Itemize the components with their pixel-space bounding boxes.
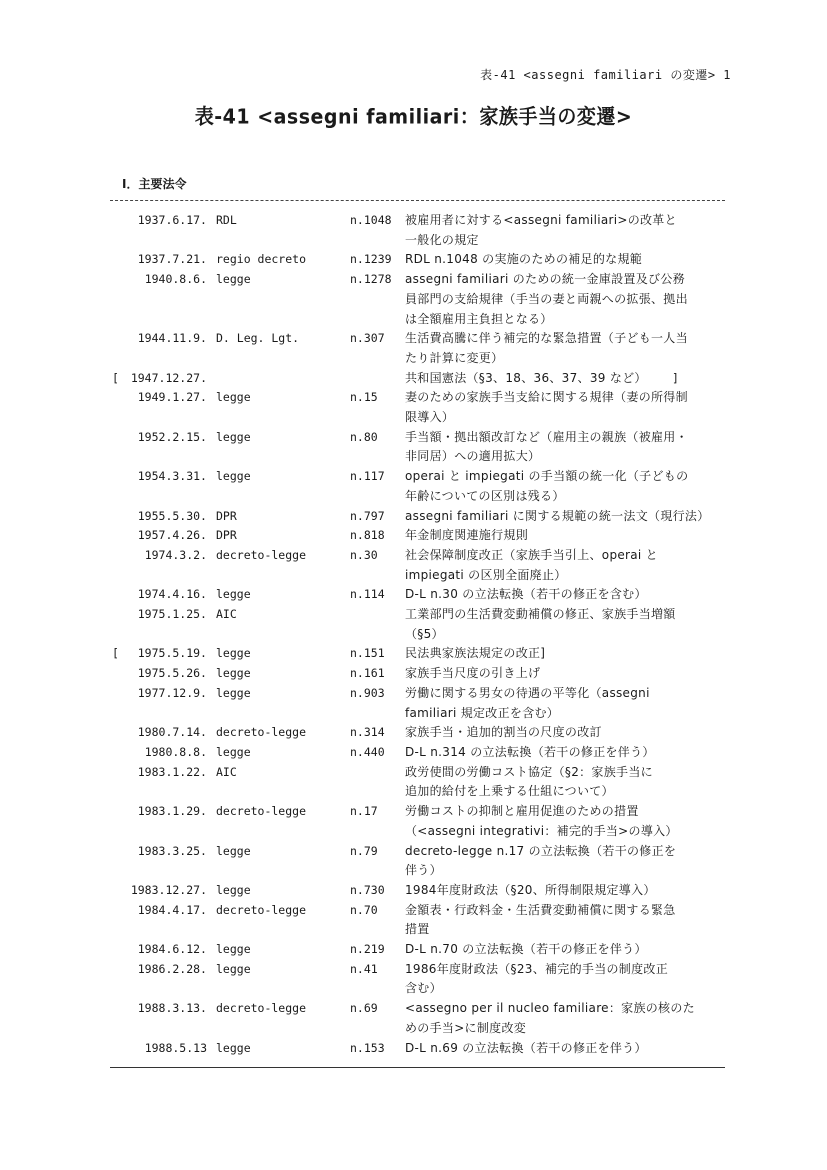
law-number: n.41	[350, 961, 378, 976]
law-number: n.70	[350, 902, 378, 917]
law-date: 1949.1.27.	[137, 390, 207, 405]
law-row	[0, 901, 827, 940]
law-description-line: D-L n.70 の立法転換（若干の修正を伴う）	[405, 942, 647, 957]
law-date: 1940.8.6.	[144, 272, 207, 287]
law-type: legge	[216, 961, 251, 976]
law-number: n.797	[350, 508, 385, 523]
law-description-line: operai と impiegati の手当額の統一化（子どもの	[405, 469, 689, 484]
law-description-line: 労働コストの抑制と雇用促進のための措置	[405, 804, 639, 819]
law-row	[0, 684, 827, 723]
law-type: D. Leg. Lgt.	[216, 331, 300, 346]
law-row	[0, 270, 827, 329]
law-row	[0, 743, 827, 763]
law-description-line: 妻のための家族手当支給に関する規律（妻の所得制	[405, 390, 688, 405]
law-date: 1974.4.16.	[137, 587, 207, 602]
law-date: 1983.1.29.	[137, 804, 207, 819]
law-row	[0, 546, 827, 585]
law-description-line: 措置	[405, 922, 430, 937]
law-row	[0, 802, 827, 841]
law-description-line: 限導入）	[405, 410, 455, 425]
law-number: n.219	[350, 942, 385, 957]
law-description-line: familiari 規定改正を含む）	[405, 705, 560, 720]
law-number: n.903	[350, 685, 385, 700]
law-row	[0, 329, 827, 368]
law-number: n.114	[350, 587, 385, 602]
law-description-line: 手当額・拠出額改訂など（雇用主の親族（被雇用・	[405, 429, 688, 444]
law-number: n.440	[350, 744, 385, 759]
law-type: legge	[216, 272, 251, 287]
law-number: n.15	[350, 390, 378, 405]
law-type: legge	[216, 646, 251, 661]
law-date: 1955.5.30.	[137, 508, 207, 523]
law-description-line: D-L n.30 の立法転換（若干の修正を含む）	[405, 587, 647, 602]
law-type: AIC	[216, 607, 237, 622]
law-description-line: decreto-legge n.17 の立法転換（若干の修正を	[405, 843, 677, 858]
law-row	[0, 842, 827, 881]
law-description-line: 含む）	[405, 981, 442, 996]
law-date: 1984.6.12.	[137, 942, 207, 957]
law-number: n.151	[350, 646, 385, 661]
law-row	[0, 250, 827, 270]
top-rule	[110, 200, 725, 201]
section-heading: I．主要法令	[122, 177, 187, 191]
law-row	[0, 960, 827, 999]
law-type: legge	[216, 882, 251, 897]
law-row	[0, 940, 827, 960]
law-type: legge	[216, 469, 251, 484]
law-number: n.730	[350, 882, 385, 897]
law-type: AIC	[216, 764, 237, 779]
law-description-line: 金額表・行政料金・生活費変動補償に関する緊急	[405, 902, 676, 917]
law-description-line: 被雇用者に対する<assegni familiari>の改革と	[405, 213, 677, 227]
law-date: 1937.6.17.	[137, 213, 207, 227]
law-date: 1988.3.13.	[137, 1001, 207, 1016]
law-type: legge	[216, 744, 251, 759]
law-type: regio decreto	[216, 252, 307, 267]
law-description-line: （<assegni integrativi：補完的手当>の導入）	[405, 823, 678, 838]
law-description-line: 政労使間の労働コスト協定（§2：家族手当に	[405, 764, 653, 779]
law-type: RDL	[216, 213, 237, 227]
law-date: 1954.3.31.	[137, 469, 207, 484]
law-description-line: （§5）	[405, 626, 444, 641]
law-row	[0, 369, 827, 389]
law-type: legge	[216, 587, 251, 602]
law-date: 1975.5.26.	[137, 666, 207, 681]
law-row	[0, 211, 827, 250]
law-date: 1983.12.27.	[130, 882, 207, 897]
law-number: n.79	[350, 843, 378, 858]
law-type: legge	[216, 666, 251, 681]
law-type: legge	[216, 429, 251, 444]
law-number: n.307	[350, 331, 385, 346]
law-description-line: 生活費高騰に伴う補完的な緊急措置（子ども一人当	[405, 331, 688, 346]
law-description-line: 伴う）	[405, 863, 442, 878]
law-description-line: D-L n.69 の立法転換（若干の修正を伴う）	[405, 1040, 647, 1055]
law-date: 1983.3.25.	[137, 843, 207, 858]
law-type: decreto-legge	[216, 547, 307, 562]
law-description-line: 家族手当尺度の引き上げ	[405, 666, 541, 681]
law-description-line: 年金制度関連施行規則	[405, 528, 529, 543]
law-number: n.314	[350, 725, 385, 740]
law-list	[0, 211, 827, 1058]
law-description-line: 民法典家族法規定の改正]	[405, 646, 546, 661]
page-title: 表-41 <assegni familiari：家族手当の変遷>	[194, 105, 633, 129]
open-bracket: [	[112, 646, 119, 661]
law-type: legge	[216, 390, 251, 405]
law-description-line: 員部門の支給規律（手当の妻と両親への拡張、拠出	[405, 291, 688, 306]
law-row	[0, 605, 827, 644]
law-description-line: RDL n.1048 の実施のための補足的な規範	[405, 252, 643, 267]
law-row	[0, 388, 827, 427]
law-description-line: 家族手当・追加的割当の尺度の改訂	[405, 725, 602, 740]
law-description-line: 共和国憲法（§3、18、36、37、39 など）	[405, 370, 647, 385]
law-number: n.1048	[350, 213, 392, 227]
open-bracket: [	[112, 370, 119, 385]
law-description-line: assegni familiari のための統一金庫設置及び公務	[405, 272, 685, 287]
bottom-rule	[110, 1067, 725, 1068]
law-row	[0, 644, 827, 664]
law-date: 1977.12.9.	[137, 685, 207, 700]
page-header: 表-41 <assegni familiari の変遷> 1	[480, 68, 731, 82]
law-date: 1980.8.8.	[144, 744, 207, 759]
law-type: decreto-legge	[216, 804, 307, 819]
law-type: legge	[216, 685, 251, 700]
law-number: n.17	[350, 804, 378, 819]
law-row	[0, 585, 827, 605]
law-date: 1984.4.17.	[137, 902, 207, 917]
law-description-line: 1986年度財政法（§23、補完的手当の制度改正	[405, 961, 669, 976]
law-date: 1974.3.2.	[144, 547, 207, 562]
law-description-line: 1984年度財政法（§20、所得制限規定導入）	[405, 882, 656, 897]
law-type: DPR	[216, 528, 237, 543]
law-date: 1983.1.22.	[137, 764, 207, 779]
law-date: 1957.4.26.	[137, 528, 207, 543]
law-description-line: 工業部門の生活費変動補償の修正、家族手当増額	[405, 607, 676, 622]
law-row	[0, 999, 827, 1038]
law-type: decreto-legge	[216, 902, 307, 917]
law-number: n.1239	[350, 252, 392, 267]
law-type: DPR	[216, 508, 237, 523]
law-date: 1947.12.27.	[130, 370, 207, 385]
law-number: n.153	[350, 1040, 385, 1055]
law-date: 1944.11.9.	[137, 331, 207, 346]
law-row	[0, 507, 827, 527]
law-date: 1986.2.28.	[137, 961, 207, 976]
law-number: n.80	[350, 429, 378, 444]
law-description-line: <assegno per il nucleo familiare：家族の核のた	[405, 1001, 695, 1016]
law-date: 1980.7.14.	[137, 725, 207, 740]
law-number: n.30	[350, 547, 378, 562]
law-description-line: は全額雇用主負担となる）	[405, 311, 553, 326]
law-description-line: assegni familiari に関する規範の統一法文（現行法）	[405, 508, 710, 523]
law-number: n.117	[350, 469, 385, 484]
law-description-line: めの手当>に制度改変	[405, 1020, 527, 1035]
law-description-line: D-L n.314 の立法転換（若干の修正を伴う）	[405, 744, 655, 759]
law-row	[0, 881, 827, 901]
law-description-line: 年齢についての区別は残る）	[405, 488, 565, 503]
law-number: n.69	[350, 1001, 378, 1016]
law-description-line: たり計算に変更）	[405, 350, 504, 365]
close-bracket: ]	[672, 370, 679, 385]
law-row	[0, 526, 827, 546]
law-number: n.818	[350, 528, 385, 543]
law-description-line: 非同居）への適用拡大）	[405, 449, 541, 464]
law-row	[0, 763, 827, 802]
law-type: decreto-legge	[216, 725, 307, 740]
law-date: 1975.1.25.	[137, 607, 207, 622]
law-type: legge	[216, 942, 251, 957]
law-row	[0, 664, 827, 684]
law-number: n.161	[350, 666, 385, 681]
law-date: 1975.5.19.	[137, 646, 207, 661]
law-description-line: 労働に関する男女の待遇の平等化（assegni	[405, 685, 650, 700]
law-date: 1988.5.13	[144, 1040, 207, 1055]
law-description-line: 一般化の規定	[405, 232, 479, 247]
law-description-line: impiegati の区別全面廃止）	[405, 567, 567, 582]
law-date: 1937.7.21.	[137, 252, 207, 267]
law-type: decreto-legge	[216, 1001, 307, 1016]
law-date: 1952.2.15.	[137, 429, 207, 444]
law-description-line: 社会保障制度改正（家族手当引上、operai と	[405, 547, 658, 562]
law-description-line: 追加的給付を上乗する仕組について）	[405, 784, 614, 799]
law-row	[0, 1039, 827, 1059]
law-number: n.1278	[350, 272, 392, 287]
law-row	[0, 723, 827, 743]
law-type: legge	[216, 1040, 251, 1055]
law-row	[0, 428, 827, 467]
law-row	[0, 467, 827, 506]
law-type: legge	[216, 843, 251, 858]
